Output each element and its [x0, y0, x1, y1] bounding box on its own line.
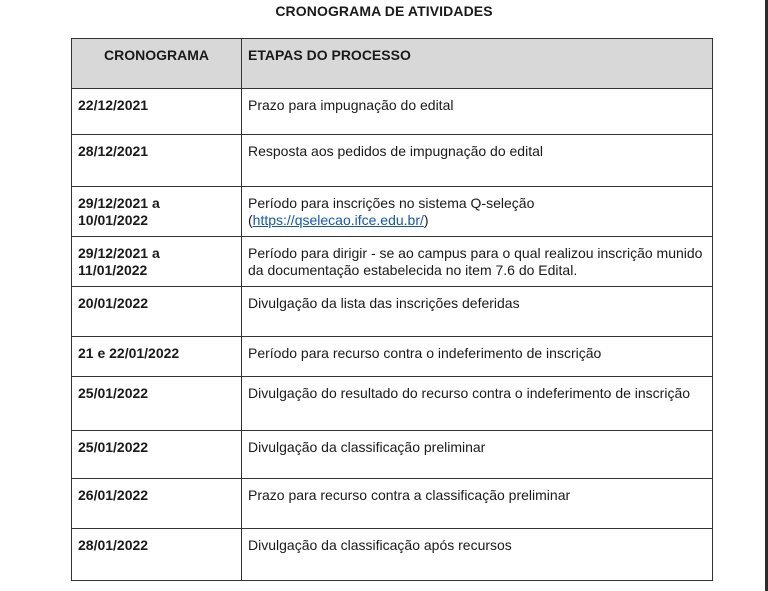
date-cell: 28/01/2022 — [72, 529, 242, 581]
date-line: 29/12/2021 a — [78, 245, 160, 261]
step-cell: Prazo para impugnação do edital — [242, 89, 713, 135]
step-cell: Período para dirigir - se ao campus para o qual realizou inscrição munido da documentação estabelecida no item 7.6 do Edital. — [242, 237, 713, 287]
link-line — [248, 212, 706, 229]
date-cell — [72, 237, 242, 287]
step-cell: Divulgação da classificação após recursos — [242, 529, 713, 581]
date-cell: 26/01/2022 — [72, 479, 242, 529]
table-row — [72, 287, 713, 337]
table-row — [72, 337, 713, 377]
table-row — [72, 431, 713, 479]
step-cell: Divulgação da classificação preliminar — [242, 431, 713, 479]
date-cell: 22/12/2021 — [72, 89, 242, 135]
step-cell: Prazo para recurso contra a classificação preliminar — [242, 479, 713, 529]
step-cell: Divulgação da lista das inscrições deferidas — [242, 287, 713, 337]
table-row — [72, 479, 713, 529]
step-text: Período para inscrições no sistema Q-seleção — [248, 195, 535, 211]
header-etapas: ETAPAS DO PROCESSO — [242, 39, 713, 89]
qselecao-link[interactable]: https://qselecao.ifce.edu.br/ — [252, 212, 424, 228]
table-row — [72, 377, 713, 431]
step-cell: Período para recurso contra o indeferimento de inscrição — [242, 337, 713, 377]
document-title: CRONOGRAMA DE ATIVIDADES — [275, 3, 493, 19]
step-cell: Resposta aos pedidos de impugnação do edital — [242, 135, 713, 187]
date-line: 29/12/2021 a — [78, 195, 160, 211]
date-line: 11/01/2022 — [78, 262, 148, 278]
paren-close: ) — [423, 212, 429, 228]
table-row — [72, 89, 713, 135]
date-cell: 25/01/2022 — [72, 377, 242, 431]
step-cell — [242, 187, 713, 237]
table-row — [72, 187, 713, 237]
paren-open: ( — [248, 212, 253, 228]
table-row — [72, 529, 713, 581]
table-row — [72, 237, 713, 287]
table-header-row — [72, 39, 713, 89]
date-cell: 28/12/2021 — [72, 135, 242, 187]
date-cell — [72, 187, 242, 237]
step-cell: Divulgação do resultado do recurso contra o indeferimento de inscrição — [242, 377, 713, 431]
schedule-table — [71, 38, 713, 581]
header-cronograma: CRONOGRAMA — [72, 39, 242, 89]
date-cell: 20/01/2022 — [72, 287, 242, 337]
date-line: 10/01/2022 — [78, 212, 149, 228]
date-cell: 25/01/2022 — [72, 431, 242, 479]
date-cell: 21 e 22/01/2022 — [72, 337, 242, 377]
table-row — [72, 135, 713, 187]
